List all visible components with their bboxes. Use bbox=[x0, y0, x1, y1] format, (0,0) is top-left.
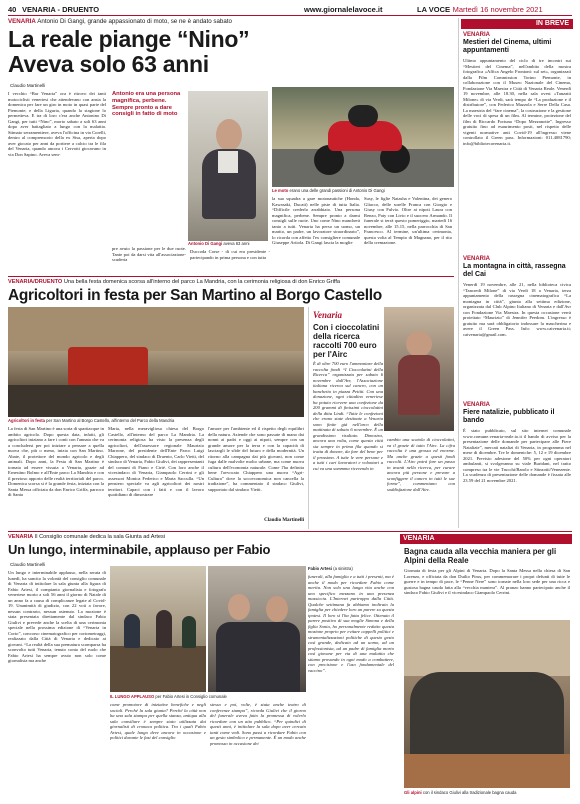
a4-body: Giornata di festa per gli Alpini di Venaria. Dopo la Santa Messa nella chiesa di San Lorenzo, e officiata da don Duilio Pirus, per commemorare i propri defunti di tutte le guerre e in tempo di pace, le “Penne Nere” sono tornate nella loro sede per una ricca e gustosa bagna cauda fatta alla “vecchia maniera”. Al pranzo hanno partecipato anche il sindaco Fabio Giulivi e il vicesindaco Giampaolo Cerrini. bbox=[404, 568, 570, 595]
brief3-body: È stato pubblicato, sul sito internet comunale www.comune.venaria-reale.to.it il bando di avviso per la presentazione delle domande per partecipare alle Fiere Natalizie”, mercati natalizi di Venaria, in programma nel mese di dicembre. Tre le domeniche: 5, 12 e 19 dicembre 2021. Previsto adesione del 50% per ogni operatori ambulanti, si svolgeranno su viale Buridani, nel tratto compreso tra le vie Trucchi/Barolo e Stinzotti/Venezente. La scadenza di presentazione delle domande è fissata alle 23.59 del 21 novembre 2021. bbox=[463, 428, 571, 483]
a3-col2: come promotore di iniziative benefiche e negli sociali. Perché la sala giunta? Perché la città non ha una sala stampa per quella stanza, antiqua alla sala consiliare è sempre stato utilizzata dai giornalisti di cronaca politica. Tra i quali Fabio Artesi, quale lungo deve ancora in occasione e politici durante le fasi del consiglio bbox=[110, 702, 206, 740]
a2-signature: Claudio Martinelli bbox=[264, 518, 304, 523]
a2-kicker-loc: VENARIA/DRUENTO bbox=[8, 279, 63, 285]
a1-col2: pre avuto la passione per le due ruote. Tante poi da darsi vita all'associazione-scuderia bbox=[112, 246, 186, 262]
a3-artesi-caption-t: (a sinistra) bbox=[333, 566, 353, 571]
box-photo-figure bbox=[406, 331, 432, 357]
a2-photo-caption bbox=[8, 418, 304, 423]
a2-title: Agricoltori in festa per San Martino al Borgo Castello bbox=[8, 287, 382, 304]
a3-kicker bbox=[8, 534, 298, 540]
a1-kicker bbox=[8, 18, 438, 25]
a4-loc: VENARIA bbox=[403, 535, 435, 542]
paper-name: LA VOCE bbox=[417, 5, 451, 14]
brief1-body: Ultimo appuntamento del ciclo di tre incontri sui “Mestieri del Cinema”, nell'ambito della mostra fotografica «Affica Angelo Frontoni: sul set», organizzati dalla Film Commission Torino Piemonte, in collaborazione con il Museo Nazionale del Cinema, Fondazione Via Maestra e Città di Venaria Reale. Venerdì 19 novembre, alle 18.30, nella sala ovest «Tanzatti Milone» di via Verdi, sarà tempo de “La produzione e il distributore”, con Federico Mazzola e Serre Della Casa. La maestria del “fare cinema”, la costruzione e la gestione delle voci di spesa di un film. Al termine, proiezione del film di Riccardo Fortuna “Dopo Mezzanotte”. Ingresso gratuito fino ad esaurimento posti, nel rispetto delle vigenti normative anti Covid-19 all'ingresso viene controllato il Green pass. Informazioni: 011.4081790; info@bibliotecavenaria.it. bbox=[463, 58, 571, 146]
a3-col3: stesso e poi, volte, è stata anche teatro di conferenze stampa”, ricorda Giulivi che il giorno del funerale aveva fatto la promessa di volerlo ricordare con un atto pubblico. “Per quindici di questi anni, è intitolare la sala dopo aver cercato tanti come vedi. Sono passi a ricordare Fabio con un gesto simbolico e permanente. È un modo anche promosso in occasione dei bbox=[210, 702, 306, 746]
site-url[interactable]: www.giornalelavoce.it bbox=[304, 5, 383, 14]
a2-photo-caption-b: Agricoltori in festa bbox=[8, 418, 45, 423]
artesi-face2 bbox=[266, 596, 288, 622]
a1-bike-caption bbox=[272, 188, 454, 193]
a1-portrait-caption-b: Antonio Di Gangi bbox=[188, 241, 223, 246]
a1-quote-text: Antonio era una persona magnifica, perbene. Sempre pronto a dare consigli in fatto di moto bbox=[112, 91, 181, 118]
a1-portrait-caption bbox=[188, 241, 270, 246]
a4-box bbox=[400, 534, 572, 800]
festival-crowd bbox=[8, 385, 304, 417]
festival-tractor bbox=[68, 347, 148, 387]
a2-col3: l'amore per l'ambiente ed il rispetto degli equilibri della natura. Aziende che sono passate di mano dai nonni ai padri e oggi ai nipoti, sempre con un grande amore per la terra e con la capacità di lasciargli le sfide del futuro e della modernità. Un ritorno alla campagna dai più giovani, non come fuga dalle malvolte molto urbane, ma come nuova cultura dell'economia naturale. Come l'ha definita bene l'avvocato Chiappero una nuova “Agri-Cultura” dove la socceconomica non cancella la tradizione”, ha commentato il sindaco Giulivi, supportato dal sindaco Vietti. bbox=[208, 426, 304, 492]
a2-kicker bbox=[8, 279, 454, 285]
brief3-loc: VENARIA bbox=[463, 402, 491, 408]
a1-bike-caption-t: erano una delle grandi passioni di Antonio Di Gangi bbox=[289, 188, 385, 193]
a4-photo-group bbox=[410, 672, 564, 758]
a4-loc-bar bbox=[400, 534, 572, 544]
portrait-shirt bbox=[218, 151, 238, 173]
portrait-head bbox=[216, 119, 242, 151]
council-figure1 bbox=[124, 614, 140, 648]
a3-photo-artesi bbox=[208, 566, 306, 692]
a4-caption-b: Gli alpini bbox=[404, 790, 422, 795]
a2-col2: Maria, nella meravigliosa chiesa del Borgo Castello, all'interno del parco La Mandria. La cerimonia religiosa ha visto la presenza degli agricoltori, dell'assessore regionale Maurizio Marrone, del presidente dell'Ente Parco Luigi Chiappero, del sindaco di Druento, Carlo Vietti, del sindaco di Venaria, Fabio Giulivi, dei rappresentanti del comuni di Fiano e Cirié. Con loro anche il vicesindaco di Venaria, Giampaolo Cerrini e gli assessori Monica Federico e Marta Sacculla. “Un pensiero speciale va agli agricoltori dei nostri territori. Capaci con i fatti e con il lavoro quotidiano di dimostrare bbox=[108, 426, 204, 497]
festival-building bbox=[8, 307, 304, 351]
brief2-title: La montagna in città, rassegna del Cai bbox=[463, 263, 566, 278]
council-figure2 bbox=[156, 610, 172, 648]
a1-kicker-text: Antonio Di Gangi, grande appassionato di moto, se ne è andato sabato bbox=[37, 18, 232, 25]
box-photo-torso bbox=[398, 355, 440, 415]
bike-track bbox=[272, 149, 454, 187]
issue-date: - Martedì 16 novembre 2021 bbox=[448, 5, 543, 14]
a2-kicker-text: Una bella festa domenica scorsa all'interno del parco La Mandria, con la cerimonia religiosa di don Enrico Griffa bbox=[63, 279, 340, 285]
a3-artesi-caption bbox=[308, 566, 408, 571]
a2-photo-festival bbox=[8, 307, 304, 417]
a1-col3: Duccoda Corse - di cui era presidente - partecipando in prima persona e con tutta bbox=[190, 249, 270, 260]
a2-photo-caption-t: per San Martino al Borgo Castello, all'interno del Parco della Mandria bbox=[46, 418, 175, 423]
a1-quote bbox=[112, 91, 186, 118]
a1-col4: la sua squadra a gare motonautiche (Honda, Kawasaki, Ducati) nelle piste di tutta Italia. “Difficile crederlo arrabbiato. Una persona magnifica, perbene. Sempre pronto a darmi consigli sulle ruote. Uno come Nino mancherà tanto a tutti. Venaria ha perso un uomo, un marito, un padre, un lavoratore straordinario”, lo ricorda con affetto l'ex consigliere comunale Giuseppe Artiola. Di Gangi lascia la moglie bbox=[272, 196, 360, 245]
a1-col1: I vecchio “Bar Venaria” ora è ritrovo dei tanti motociclisti veneriesi che attendevano con ansia la domenica per fare un giro in moto in quasi parte del Piemonte, e della Liguria, quando la stagione lo permetteva. E tra di loro c'era anche Antonino Di Gangi, per tutti “Nino”, morto sabato a soli 63 anni dopo aver battagliato a lungo con la malattia. Stimato serramentiere, aveva l'officina in via Corelli, dentro al comprensorio della ex Sisa, aperta dopo aver giocato per anni da portiere a calcio tra le fila del Venaria, quando ancora i Cervotti giocavano in via Don Sapino. Aveva sem- bbox=[8, 91, 106, 157]
sidebar-in-breve bbox=[458, 18, 572, 528]
page-number: 40 bbox=[8, 5, 17, 14]
a1-title bbox=[8, 27, 428, 77]
a1-photo-bike bbox=[272, 87, 454, 187]
a1-author: Claudio Martinelli bbox=[10, 83, 46, 88]
a3-kicker-text: Il Consiglio comunale dedica la sala Giunta ad Artesi bbox=[34, 534, 166, 540]
a3-artesi-caption-b: Fabio Artesi bbox=[308, 566, 333, 571]
a2-col1: La festa di San Martino è una sorta di spartiacque in ambito agricolo. Dopo questa data, infatti, gli agricoltori iniziano a fare i conti con l'annata che va a concludersi per poi iniziare a pensare a quella nuova che, più o meno, inizia con San Martino. Abate, il protettore del mondo agricolo e degli animali. Dopo anni, la Festa di San Martino è tornata ad essere vissuta a Venaria, grazie ad Ernestino Bolmo e all'Ente parco La Mandria e con il prezioso apporto delle realtà territoriali del parco. Domenica scorsa si è la grande festa, iniziata con la Santa Messa officiata da don Enrico Griffa, parroco di Santa bbox=[8, 426, 104, 497]
a1-portrait-caption-t: aveva 63 anni bbox=[223, 241, 250, 246]
brief2-loc: VENARIA bbox=[463, 256, 491, 262]
a3-col4: funerali, alla famiglia e a tutti i presenti, ma è anche il modo per ricordare Fabio come merita. Non solo una lunga vita anche con uno specifico mezzano in una presenza massiccia. L'Internet purtroppo dalla Città. Qualche settimana fa abbiamo inoltrato la famiglia per chiedere loro un parere su questa ipotesi. Il loro sì l'ha fatta felice. Ottenuto il parere positivo di sua moglie Simona e della figlia Sonia, ho personalmente redatto questa mozione proprio per evitare cappelli politici e strumentalizzazioni politiche di questo gesto così grande, dedicato ad un uomo, ad un professionista, ad un padre di famiglia morto così giovane per via di una malattia che stiamo provando in ogni modo a combattere, con precisione e l'uso fondamentale del vaccino”. bbox=[308, 574, 394, 673]
artesi-bodies bbox=[216, 622, 300, 692]
brief1-loc: VENARIA bbox=[463, 32, 491, 38]
a2-box-col2: cambio una scatola di cioccolatini, va il grazie di tutto l'Airc. La cifra raccolta è una grossa ed enorme. Ma anche grazie a questi fondi raccolti. L'Airc potrà fare un passo in avanti nella ricerca, per curare ancora più persone e prevare a sconfiggere il cancro in tutti le sue forme”, commentano con soddisfazione dall'Airc. bbox=[387, 437, 455, 492]
a2-box-loc: Venaria bbox=[313, 310, 343, 320]
a3-photo-council bbox=[110, 566, 206, 692]
a2-box-photo bbox=[384, 307, 454, 431]
a3-title: Un lungo, interminabile, applauso per Fabio bbox=[8, 542, 271, 557]
brief3-title: Fiere natalizie, pubblicato il bando bbox=[463, 409, 555, 424]
a4-photo-table bbox=[404, 754, 570, 788]
a2-box-col1: È di oltre 700 euro l'ammontare della raccolta fondi “I Cioccolatini della Ricerca” organizzata per sabato 6 novembre dall'Avr, l'Associazione italiana ricerca sul cancro, con un banchetto in piazza Pettiti. Con una donazione, ogni cittadino veneriese ha potuto ricevere una confezione da 200 grammi di finissimi cioccolatini della ditta Lindt. “Tutte le confezioni che erano state destinate a Venaria sono finite già nell'arco della mattinata di sabato 6 novembre. È un grandissimo risultato. Dimostra, ancora una volta, come questa città sia sempre in prima fila quando si tratta di donare, da fare del bene per il prossimo. A tutte le vere persone e a tutti i cari lavoratori e volontari a cui va una sommma ricevendo in bbox=[313, 361, 383, 471]
brief2-body: Venerdì 19 novembre, alle 21, nella biblioteca civica “Tancredi Milone” di via Verdi 18 a Venaria, terza appuntamento della rassegna cinematografica “La montagna in città”, giunta alla settima edizione, organizzata dal Club Alpino Italiano di Venaria e dall'Avr con Fondazione Via Maestra. In questa occasione verrà proiettato “Maurizio” di Jennifer Peedom. L'ingresso è gratuito ma sarà obbligatorio indossare la mascherina e avere il Green Pass. Info: www.caivenaria.it; caivenaria@gmail.com. bbox=[463, 282, 571, 337]
a2-box-title: Con i cioccolatini della ricerca raccolti 700 euro per l'Airc bbox=[313, 323, 380, 359]
a3-photo-caption bbox=[110, 694, 306, 699]
a3-author: Claudio Martinelli bbox=[10, 562, 46, 567]
council-figure3 bbox=[182, 616, 196, 648]
a4-caption bbox=[404, 790, 570, 795]
a4-title: Bagna cauda alla vecchia maniera per gli Alpini della Reale bbox=[404, 547, 557, 565]
a2-bottom-rule bbox=[8, 531, 572, 532]
section-name: VENARIA - DRUENTO bbox=[22, 5, 100, 14]
a3-kicker-loc: VENARIA bbox=[8, 534, 34, 540]
a4-photo-wall bbox=[404, 620, 570, 676]
a4-caption-t: con il sindaco Giulivi alla tradizionale bagna cauda bbox=[422, 790, 517, 795]
brief1-title: Mestieri del Cinema, ultimi appuntamenti bbox=[463, 39, 552, 54]
a1-bike-caption-b: Le moto bbox=[272, 188, 289, 193]
a1-bottom-rule bbox=[8, 276, 454, 277]
a1-col5: Susy, le figlie Natasha e Valentina, dei genero Gliacco, delle sorelle Franca con Giorgio e Giusy con Fulvio. Oltre ai nipoti Laura con Renzo, Paty con Livio e il suocero Armando. Il funerale si terrà questo pomeriggio, martedì 16 novembre, alle 15.15, nella parrocchia di San Francesco. Al termine, un'ultima cerimonia, questa volta al Tempio di Magnano, per il rito della cremazione. bbox=[364, 196, 452, 245]
page-header bbox=[8, 4, 572, 16]
sidebar-head bbox=[461, 19, 573, 29]
council-desk bbox=[110, 646, 206, 692]
a3-col1: Un lungo e interminabile applauso, nella serata di lunedì, ha sancito la volontà del consiglio comunale di Venaria di intitolare la sala giunta alla figura di Fabio Artesi, il compianto giornalista e fotografo veneriese morto a soli 56 anni il giorno di Natale di un anno fa a causa di complicanze legate al Covid-19. Unanimità di giudizio, con 22 voti a favore, nessun contrario, nessun astenuto. La mozione è stata presentata direttamente dal sindaco Fabio Giulivi e prevede anche la scelta di una cerimonia speciale nella prossima edizione di “Venaria in Corto”, concorso cinematografico per cortometraggi, realizzato dalla Città di Venaria e dedicato ai giovani. “La realtà della sua prematura scomparsa ha sconvolto tutti Venaria, tenuto conto del ruolo che Fabio Artesi ha sempre avuto non solo come giornalista ma anche bbox=[8, 570, 106, 663]
a4-photo bbox=[404, 620, 570, 788]
a1-photo-portrait bbox=[188, 91, 268, 241]
a1-title-line1: La reale piange “Nino” bbox=[8, 26, 250, 52]
sidebar-head-text: IN BREVE bbox=[535, 20, 569, 27]
bike-rider bbox=[348, 105, 378, 127]
a1-kicker-loc: VENARIA bbox=[8, 18, 36, 25]
a3-photo-caption-t: per Fabio Artesi in Consiglio comunale bbox=[155, 694, 227, 699]
artesi-face1 bbox=[228, 594, 250, 620]
a3-photo-caption-b: IL LUNGO APPLAUSO bbox=[110, 694, 155, 699]
a1-title-line2: Aveva solo 63 anni bbox=[8, 51, 209, 77]
